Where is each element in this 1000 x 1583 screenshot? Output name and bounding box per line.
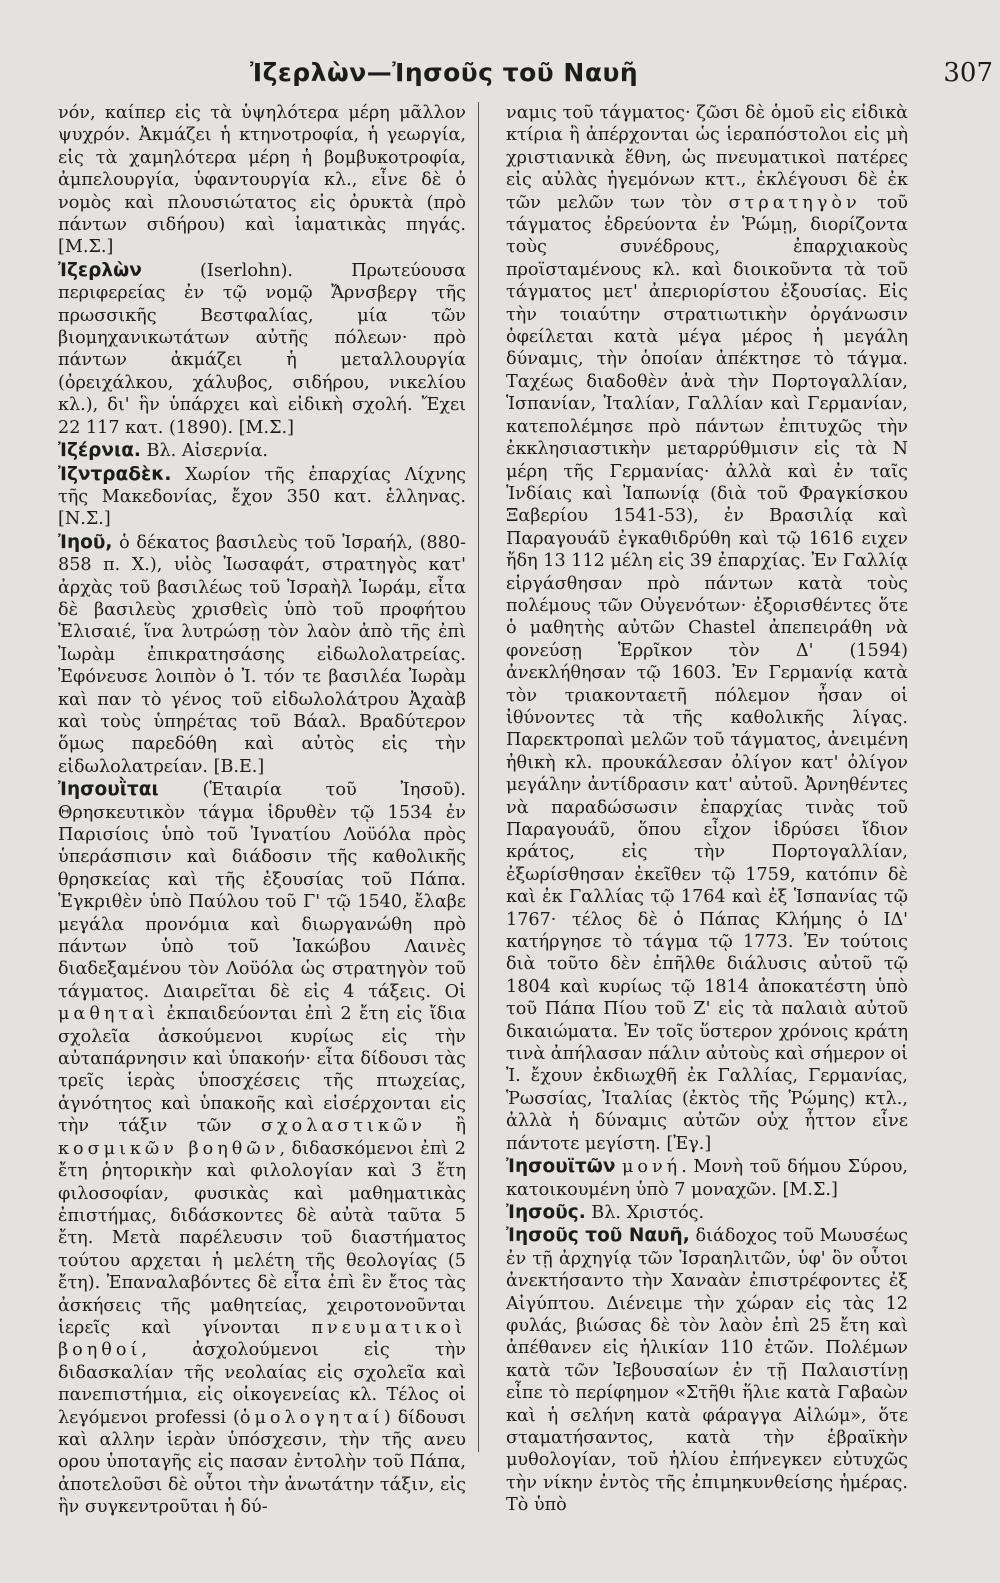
entry-iiou: [58, 532, 466, 778]
entry-text: , ἀσχολούμενοι εἰς τὴν διδασκαλίαν τῆς νεολαίας εἰς σχολεῖα καὶ πανεπιστήμια, εἰς οἰκογενείας κλ. Τέλος οἱ λεγόμενοι professi (: [58, 1340, 466, 1428]
entry-text: , διδασκόμενοι ἐπὶ 2 ἔτη ῥητορικὴν καὶ φιλολογίαν καὶ 3 ἔτη φιλοσοφίαν, φυσικὰς καὶ μαθηματικὰς ἐπιστήμας, διδάσκοντες δὲ αὐτὰ ταῦτα 5 ἔτη. Μετὰ παρέλευσιν τοῦ διαστήματος τούτου αρχεται ἡ μελέτη τῆς θεολογίας (5 ἔτη). Ἐπαναλαβόντες δὲ εἶτα ἐπὶ ἓν ἔτος τὰς ἀσκήσεις τῆς μαθητείας, χειροτονοῦνται ἱερεῖς καὶ γίνονται: [58, 1138, 466, 1338]
spaced-term: σχολαστικῶν: [261, 1116, 426, 1137]
spaced-term: μαθηταὶ: [58, 1004, 159, 1025]
entry-iisous-naui: [506, 1225, 908, 1516]
entry-iisous: [506, 1202, 908, 1224]
entry-headword: Ἰζέρνια.: [58, 440, 141, 462]
entry-izntradek: [58, 464, 466, 531]
spaced-term: πνευματικοὶ βοηθοί: [58, 1317, 466, 1361]
paragraph: νόν, καίπερ εἰς τὰ ὑψηλότερα μέρη μᾶλλον ψυχρόν. Ἀκμάζει ἡ κτηνοτροφία, ἡ γεωργία, εἰς τὰ χαμηλότερα μέρη ἡ βομβυκοτροφία, ἀμπελουργία, ὑφαντουργία κλ., εἶνε δὲ ὁ νομὸς καὶ πλουσιώτατος εἰς ὀρυκτὰ (πρὸ πάντων σιδήρου) καὶ ἰαματικὰς πηγάς. [Μ.Σ.]: [58, 103, 466, 258]
entry-text: ἢ: [426, 1116, 466, 1137]
spaced-term: στρατηγὸν: [728, 192, 861, 213]
entry-text: Βλ. Αἰσερνία.: [140, 441, 268, 462]
entry-text: ἐκπαιδεύονται ἐπὶ 2 ἔτη εἰς ἴδια σχολεῖα ἀσκούμενοι κυρίως εἰς τὴν αὐταπάρνησιν καὶ ὑπακοήν· εἶτα δίδουσι τὰς τρεῖς ἱερὰς ὑποσχέσεις τῆς πτωχείας, ἁγνότητος καὶ ὑπακοῆς καὶ εἰσέρχονται εἰς τὴν τάξιν τῶν: [58, 1004, 466, 1137]
spaced-term: κοσμικῶν βοηθῶν: [58, 1138, 280, 1159]
running-title: Ἰζερλὼν—Ἰησοῦς τοῦ Ναυῆ: [250, 58, 639, 87]
entry-headword: Ἰησοῦς τοῦ Ναυῆ,: [506, 1225, 690, 1247]
entry-headword: Ἰζντραδὲκ.: [58, 463, 172, 485]
entry-text: . Μονὴ τοῦ δήμου Σύρου, κατοικουμένη ὑπὸ 7 μοναχῶν. [Μ.Σ.]: [506, 1157, 908, 1200]
entry-headword: Ἰησουϊτῶν: [506, 1156, 616, 1178]
entry-text: Βλ. Χριστός.: [585, 1202, 705, 1223]
paragraph: [506, 102, 908, 1155]
entry-text: Χωρίον τῆς ἐπαρχίας Λίχνης τῆς Μακεδονίας, ἔχον 350 κατ. ἑλληνας. [Ν.Σ.]: [58, 464, 466, 530]
entry-text: διάδοχος τοῦ Μωυσέως ἐν τῇ ἀρχηγίᾳ τῶν Ἰσραηλιτῶν, ὑφ' ὃν οὗτοι ἀνεκτήσαντο τὴν Χαναὰν ἐπιστρέφοντες ἐξ Αἰγύπτου. Διένειμε τὴν χώραν εἰς τὰς 12 φυλάς, βιώσας δὲ τὸν λαὸν ἐπὶ 25 ἔτη καὶ ἀπέθανεν εἰς ἡλικίαν 110 ἐτῶν. Πολέμων κατὰ τῶν Ἰεβουσαίων ἐν τῇ Παλαιστίνῃ εἶπε τὸ περίφημον «Στῆθι ἥλιε κατὰ Γαβαὼν καὶ ἡ σελήνη κατὰ φάραγγα Αἰλώμ», ὅτε σταματήσαντος, κατὰ τὴν ἑβραϊκὴν μυθολογίαν, τοῦ ἡλίου ἐπήνεγκεν εὐτυχῶς τὴν νίκην ἐντὸς τῆς ἐπιμηκυνθείσης ἡμέρας. Τὸ ὑπὸ: [506, 1226, 909, 1516]
column-divider: [478, 102, 479, 1452]
entry-text: ) δίδουσι καὶ αλλην ἱερὰν ὑπόσχεσιν, τὴν τῆς ανευ ορου ὑποταγῆς εἰς πασαν ἐντολὴν τοῦ Πάπα, ἀποτελοῦσι δὲ οὗτοι τὴν ἀνωτάτην τάξιν, εἰς ἣν συγκεντροῦται ἡ δύ-: [58, 1407, 466, 1518]
entry-iisouiton: [506, 1156, 908, 1201]
entry-text: ναμις τοῦ τάγματος· ζῶσι δὲ ὁμοῦ εἰς εἰδικὰ κτίρια ἢ ἀπέρχονται ὡς ἱεραπόστολοι εἰς μὴ χριστιανικὰ ἔθνη, ὡς πνευματικοὶ πατέρες εἰς αὐλὰς ἡγεμόνων κττ., ἐκλέγουσι δὲ ἐκ τῶν μελῶν των τὸν: [506, 103, 908, 213]
spaced-term: ὁμολογηταί: [239, 1407, 384, 1428]
entry-headword: Ἰζερλὼν: [58, 259, 142, 281]
entry-text: (Ἑταιρία τοῦ Ἰησοῦ). Θρησκευτικὸν τάγμα ἱδρυθὲν τῷ 1534 ἐν Παρισίοις ὑπὸ τοῦ Ἰγνατίου Λοϋόλα πρὸς ὑπεράσπισιν καὶ διάδοσιν τῆς καθολικῆς θρησκείας καὶ τῆς ἐξουσίας τοῦ Πάπα. Ἐγκριθὲν ὑπὸ Παύλου τοῦ Γ' τῷ 1540, ἔλαβε μεγάλα προνόμια καὶ διωργανώθη πρὸ πάντων ὑπὸ τοῦ Ἰακώβου Λαινὲς διαδεξαμένου τὸν Λοϋόλα ὡς στρατηγὸν τοῦ τάγματος. Διαιρεῖται δὲ εἰς 4 τάξεις. Οἱ: [58, 780, 466, 1002]
entry-text: (Iserlohn). Πρωτεύουσα περιφερείας ἐν τῷ νομῷ Ἄρνσβεργ τῆς πρωσσικῆς Βεστφαλίας, μία τῶν βιομηχανικωτάτων αὐτῆς πόλεων· πρὸ πάντων ἀκμάζει ἡ μεταλλουργία (ὀρειχάλκου, χάλυβος, σιδήρου, νικελίου κλ.), δι' ἣν ὑπάρχει καὶ εἰδικὴ σχολή. Ἔχει 22 117 κατ. (1890). [Μ.Σ.]: [58, 260, 466, 438]
entry-text: ὁ δέκατος βασιλεὺς τοῦ Ἰσραήλ, (880-858 π. Χ.), υἱὸς Ἰωσαφάτ, στρατηγὸς κατ' ἀρχὰς τοῦ βασιλέως τοῦ Ἰσραὴλ Ἰωράμ, εἶτα δὲ βασιλεὺς χρισθεὶς ὑπὸ τοῦ προφήτου Ἐλισαιέ, ἵνα λυτρώσῃ τὸν λαὸν ἀπὸ τῆς ἐπὶ Ἰωρὰμ ἐπικρατησάσης εἰδωλολατρείας. Ἐφόνευσε λοιπὸν ὁ Ἰ. τόν τε βασιλέα Ἰωρὰμ καὶ παν τὸ γένος τοῦ εἰδωλολάτρου Ἀχαὰβ καὶ τοὺς ὑπηρέτας τοῦ Βάαλ. Βραδύτερον ὅμως παρεδόθη καὶ αὐτὸς εἰς τὴν εἰδωλολατρείαν. [Β.Ε.]: [58, 532, 466, 777]
entry-izernia: [58, 440, 466, 462]
entry-headword: Ἰησουῒται: [58, 779, 159, 801]
right-column: [506, 102, 908, 1552]
entry-headword: Ἰησοῦς.: [506, 1201, 586, 1223]
entry-iserlohn: [58, 260, 466, 439]
entry-headword: Ἰηοῦ,: [58, 531, 113, 553]
left-column: [58, 102, 466, 1552]
spaced-term: μονή: [621, 1157, 682, 1178]
entry-text: τοῦ τάγματος ἑδρεύοντα ἐν Ῥώμῃ, διορίζοντα τοὺς συνέδρους, ἐπαρχιακοὺς προϊσταμένους κλ. καὶ διοικοῦντα τὰ τοῦ τάγματος μετ' ἀπεριορίστου ἐξουσίας. Εἰς τὴν τοιαύτην στρατιωτικὴν ὀργάνωσιν ὀφείλεται κατὰ μέγα μέρος ἡ μεγάλη δύναμις, τὴν ὁποίαν ἀπέκτησε τὸ τάγμα. Ταχέως διαδοθὲν ἀνὰ τὴν Πορτογαλλίαν, Ἱσπανίαν, Ἰταλίαν, Γαλλίαν καὶ Γερμανίαν, κατεπολέμησε πρὸ πάντων ἐπιτυχῶς τὴν ἐκκλησιαστικὴν μεταρρύθμισιν εἰς τὰ Ν μέρη τῆς Γερμανίας· ἀλλὰ καὶ ἐν ταῖς Ἰνδίαις καὶ Ἰαπωνίᾳ (διὰ τοῦ Φραγκίσκου Ξαβερίου 1541-53), ἐν Βρασιλίᾳ καὶ Παραγουάῦ ἐγκαθιδρύθη καὶ τῷ 1616 ειχεν ἤδη 13 112 μέλη εἰς 39 ἐπαρχίας. Ἐν Γαλλίᾳ εἰργάσθησαν πρὸ πάντων κατὰ τοὺς πολέμους τῶν Οὐγενότων· ἐξορισθέντες ὅτε ὁ μαθητὴς αὐτῶν Chastel ἀπεπειράθη νὰ φονεύσῃ Ἑρρῖκον τὸν Δ' (1594) ἀνεκλήθησαν τῷ 1603. Ἐν Γερμανίᾳ κατὰ τὸν τριακονταετῆ πόλεμον ἦσαν οἱ ἰθύνοντες τὰ τῆς καθολικῆς λίγας. Παρεκτροπαὶ μελῶν τοῦ τάγματος, ἀνειμένη ἠθικὴ κλ. προυκάλεσαν ὀλίγον κατ' ὀλίγον μεγάλην ἀντίδρασιν κατ' αὐτοῦ. Ἀρνηθέντες νὰ παραδώσωσιν ἐπαρχίας τινὰς τοῦ Παραγουάῦ, ὅπου εἶχον ἱδρύσει ἴδιον κράτος, εἰς τὴν Πορτογαλλίαν, ἐξωρίσθησαν ἐκεῖθεν τῷ 1759, κατόπιν δὲ καὶ ἐκ Γαλλίας τῷ 1764 καὶ ἐξ Ἱσπανίας τῷ 1767· τέλος δὲ ὁ Πάπας Κλήμης ὁ ΙΔ' κατήργησε τὸ τάγμα τῷ 1773. Ἐν τούτοις διὰ τοῦτο δὲν ἐπῆλθε διάλυσις αὐτοῦ τῷ 1804 καὶ κυρίως τῷ 1814 ἀποκατέστη ὑπὸ τοῦ Πάπα Πίου τοῦ Ζ' εἰς τὰ παλαιὰ αὐτοῦ δικαιώματα. Ἐν τοῖς ὕστερον χρόνοις κράτη τινὰ ἀπήλασαν πάλιν αὐτοὺς καὶ σήμερον οἱ Ἰ. ἔχουν ἐκδιωχθῆ ἐκ Γαλλίας, Γερμανίας, Ῥωσσίας, Ἰταλίας (ἐκτὸς τῆς Ῥώμης) κτλ., ἀλλὰ ἡ δύναμις αὐτῶν οὐχ ἧττον εἶνε πάντοτε μεγίστη. [Ἐγ.]: [506, 192, 909, 1154]
entry-iisouitai: [58, 779, 466, 1518]
page-header: [60, 58, 993, 98]
page-number: 307: [943, 58, 993, 88]
